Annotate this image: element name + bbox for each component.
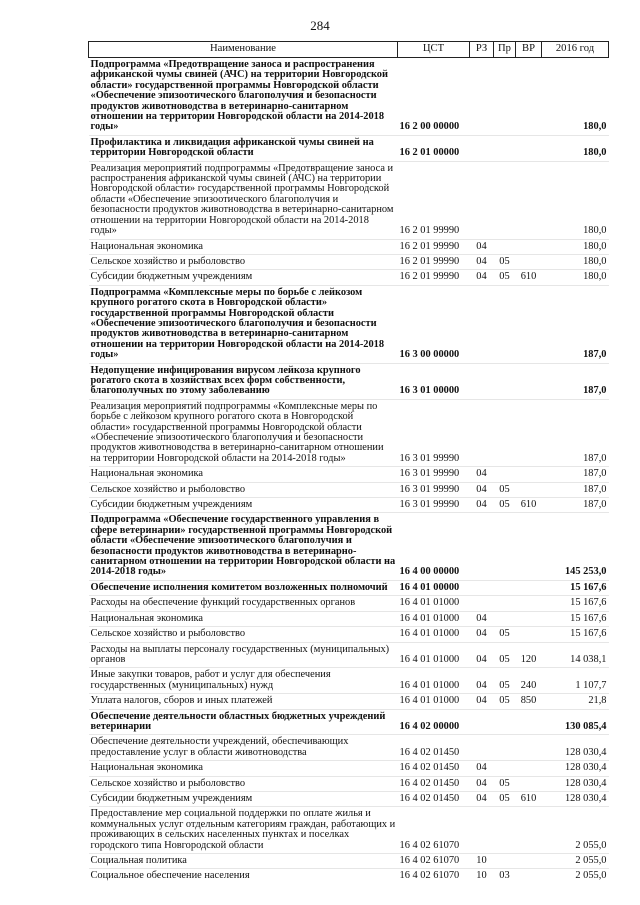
row-rz: 04 [470,642,494,668]
row-name: Национальная экономика [89,239,398,254]
row-name: Иные закупки товаров, работ и услуг для обеспечения государственных (муниципальных) нужд [89,668,398,694]
row-rz [470,709,494,735]
row-rz [470,135,494,161]
row-code: 16 3 01 99990 [398,467,470,482]
row-rz: 04 [470,611,494,626]
row-code: 16 2 01 99990 [398,270,470,285]
row-rz: 04 [470,270,494,285]
header-year: 2016 год [542,42,609,58]
row-vr [516,709,542,735]
table-row [89,596,609,611]
row-amount: 187,0 [542,467,609,482]
row-amount: 15 167,6 [542,580,609,595]
table-row [89,854,609,869]
row-code: 16 4 01 00000 [398,580,470,595]
row-vr [516,239,542,254]
row-pr: 05 [494,482,516,497]
row-pr [494,285,516,363]
row-amount: 128 030,4 [542,791,609,806]
row-vr [516,627,542,642]
row-vr [516,254,542,269]
row-rz: 04 [470,627,494,642]
row-amount: 187,0 [542,498,609,513]
row-name: Национальная экономика [89,467,398,482]
row-vr [516,399,542,466]
table-row [89,735,609,761]
row-code: 16 3 01 99990 [398,482,470,497]
table-row [89,58,609,136]
page-number: 284 [310,18,330,33]
row-amount: 187,0 [542,363,609,399]
table-row [89,399,609,466]
row-amount: 130 085,4 [542,709,609,735]
row-vr [516,363,542,399]
table-header [89,42,609,58]
table-row [89,161,609,239]
table-row [89,776,609,791]
table-row [89,498,609,513]
row-pr: 05 [494,498,516,513]
row-rz [470,735,494,761]
row-name: Расходы на обеспечение функций государственных органов [89,596,398,611]
row-amount: 128 030,4 [542,735,609,761]
row-name: Сельское хозяйство и рыболовство [89,254,398,269]
row-pr [494,135,516,161]
row-name: Обеспечение деятельности учреждений, обеспечивающих предоставление услуг в области животноводства [89,735,398,761]
row-rz: 04 [470,791,494,806]
row-code: 16 2 01 99990 [398,239,470,254]
row-name: Подпрограмма «Обеспечение государственного управления в сфере ветеринарии» государственной программы Новгородской области «Обеспечение эпизоотического благополучия и безопасности продуктов животноводства в ветеринарно-санитарном отношении на территории Новгородской области на 2014-2018 годы» [89,513,398,580]
table-row [89,761,609,776]
row-code: 16 4 01 01000 [398,611,470,626]
row-code: 16 4 02 61070 [398,854,470,869]
table-row [89,580,609,595]
row-code: 16 3 01 99990 [398,498,470,513]
row-rz [470,285,494,363]
row-name: Реализация мероприятий подпрограммы «Предотвращение заноса и распространения африканской чумы свиней (АЧС) на территории Новгородской области» государственной программы Новгородской области «Обеспечение эпизоотического благополучия и безопасности продуктов животноводства в ветеринарно-санитарном отношении на территории Новгородской области на 2014-2018 годы» [89,161,398,239]
table-row [89,513,609,580]
row-code: 16 4 02 01450 [398,735,470,761]
row-name: Предоставление мер социальной поддержки по оплате жилья и коммунальных услуг отдельным категориям граждан, работающих и проживающих в сельских населенных пунктах и поселках городского типа Новгородской области [89,807,398,854]
table-row [89,270,609,285]
row-vr [516,761,542,776]
row-amount: 187,0 [542,285,609,363]
row-vr [516,807,542,854]
row-amount: 1 107,7 [542,668,609,694]
row-name: Подпрограмма «Комплексные меры по борьбе с лейкозом крупного рогатого скота в Новгородской области» государственной программы Новгородской области «Обеспечение эпизоотического благополучия и безопасности продуктов животноводства в ветеринарно-санитарном отношении на территории Новгородской области на 2014-2018 годы» [89,285,398,363]
table-row [89,135,609,161]
row-vr [516,482,542,497]
row-pr [494,513,516,580]
row-code: 16 3 00 00000 [398,285,470,363]
row-amount: 2 055,0 [542,807,609,854]
table-body [89,58,609,884]
row-amount: 180,0 [583,121,607,133]
row-code: 16 2 01 99990 [398,254,470,269]
row-vr [516,854,542,869]
row-code: 16 4 01 01000 [398,596,470,611]
row-vr [516,596,542,611]
row-vr [516,161,542,239]
row-amount: 180,0 [542,135,609,161]
row-pr: 05 [494,270,516,285]
row-pr: 05 [494,791,516,806]
table-row [89,791,609,806]
row-name: Национальная экономика [89,611,398,626]
row-amount: 187,0 [542,482,609,497]
row-rz: 10 [470,869,494,884]
row-amount: 2 055,0 [542,854,609,869]
table-row [89,642,609,668]
row-vr [516,776,542,791]
row-code: 16 4 01 01000 [398,642,470,668]
row-pr: 05 [494,254,516,269]
row-code: 16 4 01 01000 [398,668,470,694]
row-pr: 05 [494,694,516,709]
row-rz [470,363,494,399]
row-vr [516,513,542,580]
row-rz: 04 [470,761,494,776]
row-pr [494,399,516,466]
row-pr: 05 [494,642,516,668]
row-amount: 15 167,6 [542,611,609,626]
row-pr [494,363,516,399]
row-rz: 04 [470,668,494,694]
row-vr [516,611,542,626]
row-pr [494,611,516,626]
row-vr [516,869,542,884]
row-code: 16 4 00 00000 [398,513,470,580]
row-pr [494,161,516,239]
row-name: Реализация мероприятий подпрограммы «Комплексные меры по борьбе с лейкозом крупного рогатого скота в Новгородской области» государственной программы Новгородской области «Обеспечение эпизоотического благополучия и безопасности продуктов животноводства в ветеринарно-санитарном отношении на территории Новгородской области на 2014-2018 годы» [89,399,398,466]
row-name: Уплата налогов, сборов и иных платежей [89,694,398,709]
header-pr: Пр [494,42,516,58]
row-name: Обеспечение деятельности областных бюджетных учреждений ветеринарии [89,709,398,735]
row-rz [470,161,494,239]
table-row [89,627,609,642]
row-code: 16 2 01 99990 [398,161,470,239]
row-vr [516,735,542,761]
row-rz: 04 [470,776,494,791]
row-pr [494,854,516,869]
table-row [89,239,609,254]
row-pr [494,580,516,595]
row-amount: 128 030,4 [542,761,609,776]
row-name: Субсидии бюджетным учреждениям [89,270,398,285]
row-name: Подпрограмма «Предотвращение заноса и распространения африканской чумы свиней (АЧС) на территории Новгородской области» государственной программы Новгородской области «Обеспечение эпизоотического благополучия и безопасности продуктов животноводства в ветеринарно-санитарном отношении на территории Новгородской области на 2014-2018 годы» [90,59,388,133]
row-code: 16 2 00 00000 [399,121,460,133]
row-code: 16 4 02 61070 [398,869,470,884]
row-vr [516,58,542,136]
row-pr: 05 [494,668,516,694]
row-name: Сельское хозяйство и рыболовство [89,776,398,791]
row-name: Обеспечение исполнения комитетом возложенных полномочий [89,580,398,595]
row-name: Социальная политика [89,854,398,869]
row-code: 16 4 02 00000 [398,709,470,735]
row-rz [470,58,494,136]
row-name: Недопущение инфицирования вирусом лейкоза крупного рогатого скота в хозяйствах всех форм собственности, благополучных по этому заболеванию [89,363,398,399]
header-vr: ВР [516,42,542,58]
row-amount: 145 253,0 [542,513,609,580]
header-cst: ЦСТ [398,42,470,58]
table-row [89,363,609,399]
row-amount: 21,8 [542,694,609,709]
row-pr [494,58,516,136]
row-vr: 610 [516,791,542,806]
row-pr [494,761,516,776]
row-pr [494,467,516,482]
table-row [89,694,609,709]
budget-table [88,41,609,884]
row-vr [516,285,542,363]
row-name: Расходы на выплаты персоналу государственных (муниципальных) органов [89,642,398,668]
row-code: 16 4 01 01000 [398,694,470,709]
table-row [89,285,609,363]
header-rz: РЗ [470,42,494,58]
row-pr [494,807,516,854]
row-rz: 04 [470,694,494,709]
row-vr: 120 [516,642,542,668]
row-name: Субсидии бюджетным учреждениям [89,791,398,806]
row-amount: 2 055,0 [542,869,609,884]
header-name: Наименование [89,42,398,58]
row-code: 16 4 02 01450 [398,761,470,776]
row-vr: 610 [516,270,542,285]
row-pr [494,239,516,254]
row-rz: 04 [470,239,494,254]
row-vr: 850 [516,694,542,709]
row-vr [516,467,542,482]
row-code: 16 2 01 00000 [398,135,470,161]
row-rz: 04 [470,498,494,513]
row-vr: 610 [516,498,542,513]
row-code: 16 4 01 01000 [398,627,470,642]
row-rz: 04 [470,482,494,497]
row-pr: 05 [494,627,516,642]
row-pr: 05 [494,776,516,791]
row-name: Сельское хозяйство и рыболовство [89,482,398,497]
table-row [89,482,609,497]
row-rz: 04 [470,254,494,269]
row-code: 16 3 01 00000 [398,363,470,399]
row-name: Национальная экономика [89,761,398,776]
row-rz [470,807,494,854]
row-vr [516,135,542,161]
row-rz: 10 [470,854,494,869]
row-vr [516,580,542,595]
row-code: 16 4 02 01450 [398,791,470,806]
row-amount: 180,0 [542,270,609,285]
row-rz [470,580,494,595]
row-rz: 04 [470,467,494,482]
row-code: 16 4 02 61070 [398,807,470,854]
row-amount: 14 038,1 [542,642,609,668]
row-amount: 187,0 [542,399,609,466]
row-pr [494,709,516,735]
row-name: Сельское хозяйство и рыболовство [89,627,398,642]
row-amount: 180,0 [542,161,609,239]
table-row [89,611,609,626]
table-row [89,668,609,694]
row-name: Социальное обеспечение населения [89,869,398,884]
row-amount: 15 167,6 [542,596,609,611]
row-amount: 15 167,6 [542,627,609,642]
row-pr: 03 [494,869,516,884]
table-row [89,467,609,482]
row-code: 16 3 01 99990 [398,399,470,466]
row-pr [494,735,516,761]
row-rz [470,399,494,466]
table-row [89,869,609,884]
row-rz [470,513,494,580]
row-vr: 240 [516,668,542,694]
table-row [89,807,609,854]
row-amount: 128 030,4 [542,776,609,791]
row-amount: 180,0 [542,239,609,254]
table-row [89,254,609,269]
row-pr [494,596,516,611]
row-name: Субсидии бюджетным учреждениям [89,498,398,513]
table-row [89,709,609,735]
row-amount: 180,0 [542,254,609,269]
row-rz [470,596,494,611]
row-code: 16 4 02 01450 [398,776,470,791]
row-name: Профилактика и ликвидация африканской чумы свиней на территории Новгородской области [89,135,398,161]
